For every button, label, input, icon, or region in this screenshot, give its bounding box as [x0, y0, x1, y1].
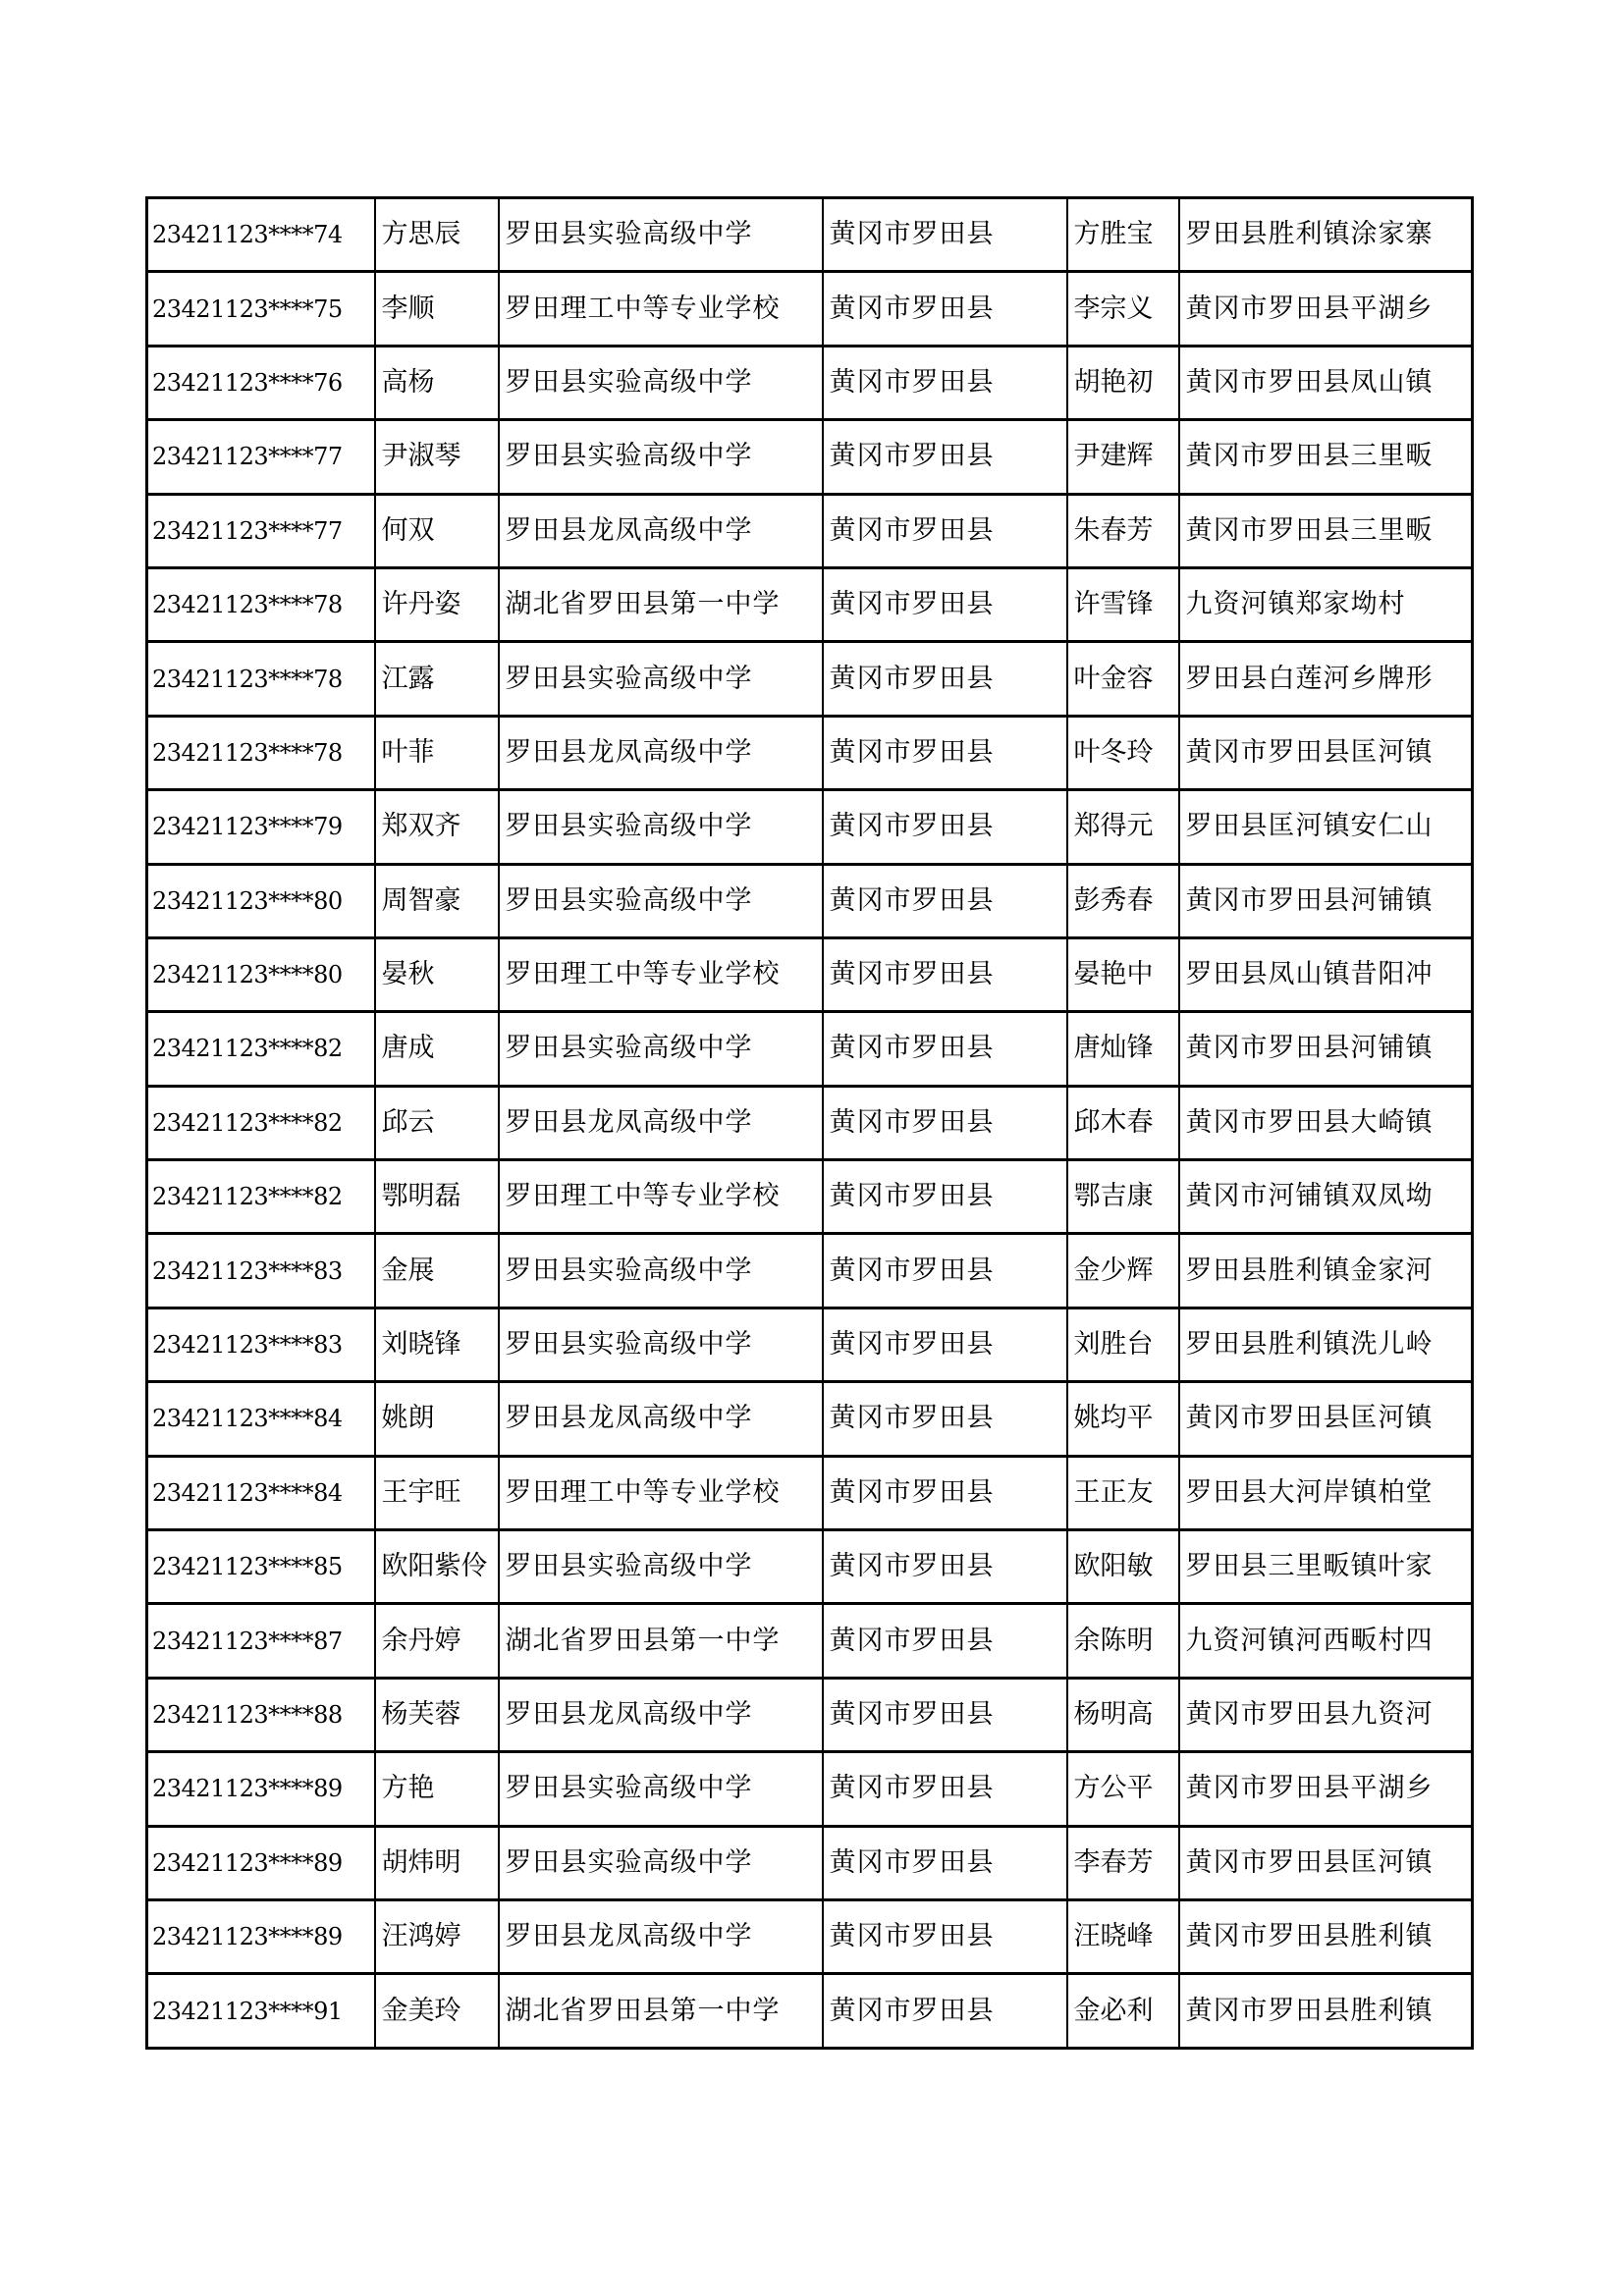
table-row — [147, 1012, 1473, 1086]
cell-guardian: 唐灿锋 — [1067, 1012, 1179, 1086]
cell-student-name: 唐成 — [375, 1012, 499, 1086]
cell-exam-id: 23421123****85 — [147, 1530, 375, 1604]
cell-school: 罗田县龙凤高级中学 — [499, 1382, 823, 1456]
cell-address: 黄冈市罗田县匡河镇 — [1179, 1382, 1473, 1456]
cell-region: 黄冈市罗田县 — [823, 937, 1067, 1011]
cell-address: 黄冈市罗田县三里畈 — [1179, 494, 1473, 567]
cell-region: 黄冈市罗田县 — [823, 1678, 1067, 1751]
cell-school: 罗田县实验高级中学 — [499, 198, 823, 272]
table-row — [147, 1234, 1473, 1308]
cell-guardian: 郑得元 — [1067, 790, 1179, 864]
cell-address: 罗田县胜利镇洗儿岭 — [1179, 1308, 1473, 1381]
cell-exam-id: 23421123****74 — [147, 198, 375, 272]
cell-address: 黄冈市罗田县九资河 — [1179, 1678, 1473, 1751]
cell-exam-id: 23421123****75 — [147, 272, 375, 346]
table-row — [147, 937, 1473, 1011]
table-row — [147, 864, 1473, 937]
cell-region: 黄冈市罗田县 — [823, 1308, 1067, 1381]
cell-region: 黄冈市罗田县 — [823, 642, 1067, 716]
table-row — [147, 790, 1473, 864]
table-row — [147, 1382, 1473, 1456]
cell-exam-id: 23421123****89 — [147, 1826, 375, 1899]
cell-student-name: 叶菲 — [375, 716, 499, 789]
cell-address: 黄冈市罗田县平湖乡 — [1179, 1752, 1473, 1826]
cell-exam-id: 23421123****89 — [147, 1899, 375, 1973]
cell-exam-id: 23421123****84 — [147, 1456, 375, 1529]
cell-school: 罗田县实验高级中学 — [499, 420, 823, 494]
table-body — [147, 198, 1473, 2049]
cell-guardian: 金少辉 — [1067, 1234, 1179, 1308]
table-row — [147, 420, 1473, 494]
cell-school: 罗田县龙凤高级中学 — [499, 1899, 823, 1973]
cell-exam-id: 23421123****80 — [147, 937, 375, 1011]
cell-school: 湖北省罗田县第一中学 — [499, 1604, 823, 1678]
cell-exam-id: 23421123****78 — [147, 642, 375, 716]
cell-exam-id: 23421123****78 — [147, 716, 375, 789]
table-row — [147, 494, 1473, 567]
cell-address: 罗田县三里畈镇叶家 — [1179, 1530, 1473, 1604]
cell-student-name: 江露 — [375, 642, 499, 716]
cell-region: 黄冈市罗田县 — [823, 1604, 1067, 1678]
cell-exam-id: 23421123****82 — [147, 1012, 375, 1086]
cell-region: 黄冈市罗田县 — [823, 864, 1067, 937]
table-row — [147, 1974, 1473, 2048]
cell-address: 罗田县匡河镇安仁山 — [1179, 790, 1473, 864]
cell-student-name: 金展 — [375, 1234, 499, 1308]
table-row — [147, 198, 1473, 272]
cell-exam-id: 23421123****88 — [147, 1678, 375, 1751]
cell-address: 黄冈市罗田县平湖乡 — [1179, 272, 1473, 346]
cell-student-name: 余丹婷 — [375, 1604, 499, 1678]
cell-school: 罗田县实验高级中学 — [499, 790, 823, 864]
cell-school: 罗田县实验高级中学 — [499, 1012, 823, 1086]
cell-address: 黄冈市罗田县胜利镇 — [1179, 1899, 1473, 1973]
cell-guardian: 李宗义 — [1067, 272, 1179, 346]
table-row — [147, 346, 1473, 419]
cell-school: 罗田县实验高级中学 — [499, 1826, 823, 1899]
cell-school: 湖北省罗田县第一中学 — [499, 1974, 823, 2048]
cell-region: 黄冈市罗田县 — [823, 198, 1067, 272]
cell-guardian: 胡艳初 — [1067, 346, 1179, 419]
table-row — [147, 1160, 1473, 1234]
cell-region: 黄冈市罗田县 — [823, 1826, 1067, 1899]
cell-region: 黄冈市罗田县 — [823, 494, 1067, 567]
cell-school: 罗田县实验高级中学 — [499, 1308, 823, 1381]
cell-region: 黄冈市罗田县 — [823, 716, 1067, 789]
cell-student-name: 周智豪 — [375, 864, 499, 937]
cell-address: 罗田县白莲河乡牌形 — [1179, 642, 1473, 716]
cell-exam-id: 23421123****77 — [147, 420, 375, 494]
cell-address: 罗田县凤山镇昔阳冲 — [1179, 937, 1473, 1011]
cell-exam-id: 23421123****91 — [147, 1974, 375, 2048]
cell-region: 黄冈市罗田县 — [823, 1160, 1067, 1234]
cell-exam-id: 23421123****76 — [147, 346, 375, 419]
cell-student-name: 邱云 — [375, 1086, 499, 1159]
cell-guardian: 叶冬玲 — [1067, 716, 1179, 789]
cell-school: 罗田县龙凤高级中学 — [499, 494, 823, 567]
cell-address: 罗田县胜利镇金家河 — [1179, 1234, 1473, 1308]
cell-student-name: 李顺 — [375, 272, 499, 346]
cell-student-name: 胡炜明 — [375, 1826, 499, 1899]
cell-school: 罗田县实验高级中学 — [499, 1752, 823, 1826]
cell-region: 黄冈市罗田县 — [823, 420, 1067, 494]
table-row — [147, 1604, 1473, 1678]
cell-region: 黄冈市罗田县 — [823, 1974, 1067, 2048]
cell-address: 黄冈市罗田县三里畈 — [1179, 420, 1473, 494]
cell-school: 罗田县实验高级中学 — [499, 346, 823, 419]
table-row — [147, 1308, 1473, 1381]
cell-address: 黄冈市罗田县大崎镇 — [1179, 1086, 1473, 1159]
cell-region: 黄冈市罗田县 — [823, 1899, 1067, 1973]
cell-guardian: 鄂吉康 — [1067, 1160, 1179, 1234]
table-row — [147, 642, 1473, 716]
cell-region: 黄冈市罗田县 — [823, 1382, 1067, 1456]
cell-exam-id: 23421123****82 — [147, 1086, 375, 1159]
cell-exam-id: 23421123****89 — [147, 1752, 375, 1826]
cell-exam-id: 23421123****78 — [147, 567, 375, 641]
cell-region: 黄冈市罗田县 — [823, 1456, 1067, 1529]
cell-student-name: 鄂明磊 — [375, 1160, 499, 1234]
cell-school: 罗田理工中等专业学校 — [499, 1160, 823, 1234]
cell-exam-id: 23421123****79 — [147, 790, 375, 864]
cell-school: 罗田县实验高级中学 — [499, 864, 823, 937]
cell-guardian: 欧阳敏 — [1067, 1530, 1179, 1604]
cell-region: 黄冈市罗田县 — [823, 346, 1067, 419]
cell-student-name: 姚朗 — [375, 1382, 499, 1456]
cell-school: 湖北省罗田县第一中学 — [499, 567, 823, 641]
cell-region: 黄冈市罗田县 — [823, 567, 1067, 641]
table-row — [147, 1899, 1473, 1973]
cell-address: 黄冈市罗田县河铺镇 — [1179, 864, 1473, 937]
table-row — [147, 1530, 1473, 1604]
cell-student-name: 晏秋 — [375, 937, 499, 1011]
cell-exam-id: 23421123****84 — [147, 1382, 375, 1456]
table-row — [147, 716, 1473, 789]
cell-student-name: 欧阳紫伶 — [375, 1530, 499, 1604]
cell-address: 黄冈市罗田县河铺镇 — [1179, 1012, 1473, 1086]
cell-address: 黄冈市罗田县匡河镇 — [1179, 716, 1473, 789]
cell-guardian: 汪晓峰 — [1067, 1899, 1179, 1973]
cell-region: 黄冈市罗田县 — [823, 1234, 1067, 1308]
cell-student-name: 尹淑琴 — [375, 420, 499, 494]
cell-school: 罗田理工中等专业学校 — [499, 1456, 823, 1529]
cell-region: 黄冈市罗田县 — [823, 272, 1067, 346]
table-row — [147, 1086, 1473, 1159]
cell-school: 罗田县龙凤高级中学 — [499, 1086, 823, 1159]
cell-region: 黄冈市罗田县 — [823, 1086, 1067, 1159]
cell-student-name: 方艳 — [375, 1752, 499, 1826]
table-row — [147, 1752, 1473, 1826]
cell-address: 黄冈市罗田县匡河镇 — [1179, 1826, 1473, 1899]
cell-guardian: 方胜宝 — [1067, 198, 1179, 272]
cell-guardian: 朱春芳 — [1067, 494, 1179, 567]
cell-address: 九资河镇河西畈村四 — [1179, 1604, 1473, 1678]
cell-student-name: 王宇旺 — [375, 1456, 499, 1529]
table-row — [147, 1678, 1473, 1751]
cell-guardian: 叶金容 — [1067, 642, 1179, 716]
table-row — [147, 272, 1473, 346]
cell-student-name: 汪鸿婷 — [375, 1899, 499, 1973]
cell-school: 罗田县实验高级中学 — [499, 1234, 823, 1308]
cell-school: 罗田理工中等专业学校 — [499, 937, 823, 1011]
cell-address: 罗田县胜利镇涂家寨 — [1179, 198, 1473, 272]
cell-student-name: 杨芙蓉 — [375, 1678, 499, 1751]
table-row — [147, 567, 1473, 641]
cell-guardian: 李春芳 — [1067, 1826, 1179, 1899]
cell-student-name: 刘晓锋 — [375, 1308, 499, 1381]
cell-address: 黄冈市罗田县胜利镇 — [1179, 1974, 1473, 2048]
cell-region: 黄冈市罗田县 — [823, 1752, 1067, 1826]
cell-school: 罗田县龙凤高级中学 — [499, 1678, 823, 1751]
cell-region: 黄冈市罗田县 — [823, 1530, 1067, 1604]
cell-school: 罗田县实验高级中学 — [499, 642, 823, 716]
cell-address: 黄冈市河铺镇双凤坳 — [1179, 1160, 1473, 1234]
cell-address: 黄冈市罗田县凤山镇 — [1179, 346, 1473, 419]
cell-student-name: 何双 — [375, 494, 499, 567]
cell-guardian: 金必利 — [1067, 1974, 1179, 2048]
cell-exam-id: 23421123****80 — [147, 864, 375, 937]
cell-guardian: 刘胜台 — [1067, 1308, 1179, 1381]
cell-guardian: 邱木春 — [1067, 1086, 1179, 1159]
cell-exam-id: 23421123****87 — [147, 1604, 375, 1678]
cell-guardian: 彭秀春 — [1067, 864, 1179, 937]
cell-exam-id: 23421123****83 — [147, 1308, 375, 1381]
cell-region: 黄冈市罗田县 — [823, 1012, 1067, 1086]
cell-student-name: 方思辰 — [375, 198, 499, 272]
cell-guardian: 晏艳中 — [1067, 937, 1179, 1011]
cell-guardian: 杨明高 — [1067, 1678, 1179, 1751]
cell-school: 罗田县龙凤高级中学 — [499, 716, 823, 789]
cell-guardian: 王正友 — [1067, 1456, 1179, 1529]
cell-address: 罗田县大河岸镇柏堂 — [1179, 1456, 1473, 1529]
cell-student-name: 郑双齐 — [375, 790, 499, 864]
cell-region: 黄冈市罗田县 — [823, 790, 1067, 864]
cell-exam-id: 23421123****77 — [147, 494, 375, 567]
cell-guardian: 许雪锋 — [1067, 567, 1179, 641]
cell-student-name: 许丹姿 — [375, 567, 499, 641]
cell-school: 罗田理工中等专业学校 — [499, 272, 823, 346]
cell-student-name: 高杨 — [375, 346, 499, 419]
table-row — [147, 1456, 1473, 1529]
cell-address: 九资河镇郑家坳村 — [1179, 567, 1473, 641]
cell-guardian: 尹建辉 — [1067, 420, 1179, 494]
cell-guardian: 姚均平 — [1067, 1382, 1179, 1456]
cell-school: 罗田县实验高级中学 — [499, 1530, 823, 1604]
cell-exam-id: 23421123****83 — [147, 1234, 375, 1308]
cell-guardian: 方公平 — [1067, 1752, 1179, 1826]
cell-student-name: 金美玲 — [375, 1974, 499, 2048]
cell-exam-id: 23421123****82 — [147, 1160, 375, 1234]
table-row — [147, 1826, 1473, 1899]
cell-guardian: 余陈明 — [1067, 1604, 1179, 1678]
student-roster-table — [145, 196, 1474, 2050]
